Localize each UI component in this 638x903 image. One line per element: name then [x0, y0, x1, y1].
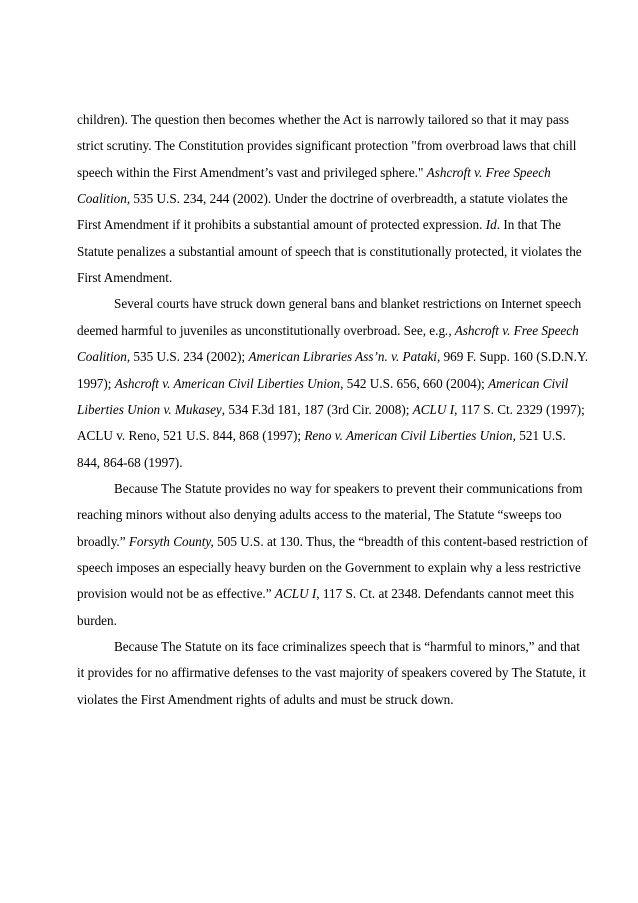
body-text: 505 U.S. at 130. Thus, the “breadth of this content-based restriction of	[213, 533, 588, 549]
text-line	[77, 323, 579, 339]
citation-text: Coalition	[77, 349, 127, 365]
body-text: 535 U.S. 234, 244 (2002). Under the doctrine of overbreadth, a statute violates the	[130, 191, 568, 207]
text-line	[77, 138, 576, 154]
body-text: violates the First Amendment rights of adults and must be struck down.	[77, 691, 454, 707]
body-text: Because The Statute on its face criminalizes speech that is “harmful to minors,” and that	[114, 639, 580, 654]
body-text: , 542 U.S. 656, 660 (2004);	[340, 375, 489, 391]
text-line	[77, 560, 581, 576]
body-text: ACLU v. Reno, 521 U.S. 844, 868 (1997);	[77, 428, 305, 444]
text-line	[77, 507, 562, 523]
text-line	[77, 191, 568, 207]
body-text: , 117 S. Ct. 2329 (1997);	[454, 401, 585, 417]
body-text: . In that The	[496, 217, 561, 233]
citation-text: American Libraries Ass’n. v. Pataki	[248, 349, 437, 365]
text-line	[114, 481, 583, 497]
text-line	[77, 112, 569, 128]
body-text: , 535 U.S. 234 (2002);	[126, 349, 249, 365]
body-text: Several courts have struck down general bans and blanket restrictions on Internet speech	[114, 296, 582, 312]
body-text: , 969 F. Supp. 160 (S.D.N.Y.	[436, 349, 589, 365]
text-line	[114, 639, 580, 655]
text-line	[77, 692, 454, 708]
body-text: deemed harmful to juveniles as unconstitutionally overbroad. See, e.g	[77, 322, 446, 338]
body-text: Statute penalizes a substantial amount of speech that is constitutionally protected, it violates the	[77, 243, 582, 259]
citation-text: .,	[445, 322, 455, 338]
body-text: children). The question then becomes whether the Act is narrowly tailored so that it may pass	[77, 112, 569, 127]
citation-text: Coalition,	[77, 191, 131, 207]
body-text: provision would not be as effective.”	[77, 586, 275, 602]
text-line	[77, 613, 117, 629]
body-text: reaching minors without also denying adults access to the material, The Statute “sweeps too	[77, 507, 562, 523]
citation-text: Ashcroft v. American Civil Liberties Union	[114, 375, 341, 391]
citation-text: Ashcroft v. Free Speech	[454, 322, 579, 338]
citation-text: Reno v. American Civil Liberties Union,	[304, 428, 516, 444]
text-line	[77, 665, 586, 681]
text-line	[77, 428, 566, 444]
text-line	[77, 402, 585, 418]
text-line	[77, 455, 183, 471]
citation-text: ACLU I	[412, 401, 455, 417]
body-text: broadly.”	[77, 533, 129, 549]
body-text: First Amendment.	[77, 270, 173, 286]
text-line	[77, 217, 561, 233]
body-text: , 534 F.3d 181, 187 (3rd Cir. 2008);	[221, 401, 413, 417]
body-text: , 117 S. Ct. at 2348. Defendants cannot meet this	[316, 586, 575, 602]
body-text: 521 U.S.	[515, 428, 566, 444]
body-text: speech imposes an especially heavy burden on the Government to explain why a less restrictive	[77, 559, 581, 575]
text-line	[77, 270, 172, 286]
text-line	[77, 244, 582, 260]
text-line	[114, 296, 581, 312]
citation-text: Forsyth County,	[128, 533, 214, 549]
body-text: 1997);	[77, 375, 115, 391]
body-text: First Amendment if it prohibits a substantial amount of protected expression.	[77, 217, 486, 233]
citation-text: Id	[485, 217, 497, 233]
text-line	[77, 165, 551, 181]
text-line	[77, 586, 574, 602]
body-text: Because The Statute provides no way for speakers to prevent their communications from	[114, 480, 583, 496]
text-line	[77, 534, 588, 550]
body-text: 844, 864-68 (1997).	[77, 454, 183, 470]
body-text: burden.	[77, 612, 117, 628]
body-text: speech within the First Amendment’s vast and privileged sphere."	[77, 164, 427, 180]
citation-text: Ashcroft v. Free Speech	[426, 164, 551, 180]
citation-text: ACLU I	[274, 586, 317, 602]
body-text: it provides for no affirmative defenses to the vast majority of speakers covered by The Statute, it	[77, 665, 586, 681]
citation-text: American Civil	[488, 375, 569, 391]
text-line	[77, 349, 588, 365]
body-text: strict scrutiny. The Constitution provides significant protection "from overbroad laws that chill	[77, 138, 577, 154]
citation-text: Liberties Union v. Mukasey	[77, 401, 222, 417]
text-line	[77, 376, 568, 392]
